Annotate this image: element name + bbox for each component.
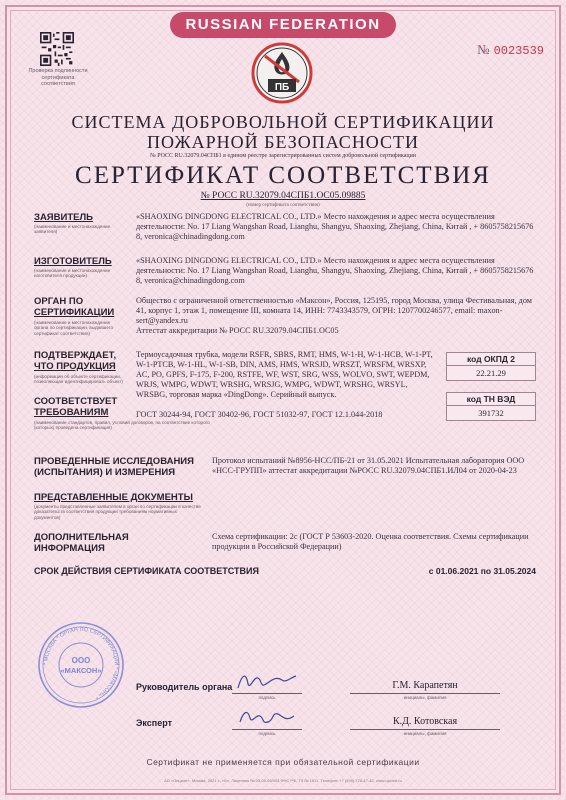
tests-label-line1: ПРОВЕДЕННЫЕ ИССЛЕДОВАНИЯ — [34, 456, 194, 467]
additional-label-line1: ДОПОЛНИТЕЛЬНАЯ — [34, 532, 129, 543]
documents-caption: (документы представленные заявителем в орган по сертификации в качестве доказательств соответствия продукции требованиям нормативных документов) — [34, 504, 201, 520]
tests-label-line2: (ИСПЫТАНИЯ) И ИЗМЕРЕНИЯ — [34, 467, 176, 478]
expert-name-line — [350, 729, 500, 730]
cert-body-label-line2: СЕРТИФИКАЦИИ — [34, 307, 115, 318]
confirms-label-line1: ПОДТВЕРЖДАЕТ, — [34, 350, 117, 361]
qr-code-icon[interactable] — [40, 32, 74, 66]
okpd-code-box — [446, 352, 536, 381]
head-name: Г.М. Карапетян — [392, 680, 458, 691]
head-handwritten-signature-icon — [232, 668, 302, 694]
head-name-caption: инициалы, фамилия — [403, 695, 447, 700]
confirms-label-line2: ЧТО ПРОДУКЦИЯ — [34, 361, 116, 372]
tnved-code-value: 391732 — [478, 408, 504, 418]
emblem-text: ПБ — [274, 82, 290, 93]
confirms-caption: (информация об объекте сертификации, позволяющая идентифицировать объект) — [34, 374, 124, 385]
cert-body-text: Общество с ограниченной ответственностью «Максон», Россия, 125195, город Москва, улица Фестивальная, дом 41, корпус 1, этаж 1, помещение III, комната 14, ИНН: 7743343579, ОГРН: 1207700246577, email: maxon-sert@yandex.ru — [136, 296, 532, 325]
tnved-code-header: код ТН ВЭД — [447, 393, 535, 406]
applicant-caption: (наименование и местонахождение заявителя) — [34, 224, 111, 235]
requirements-text: ГОСТ 30244-94, ГОСТ 30402-96, ГОСТ 51032-97, ГОСТ 12.1.044-2018 — [136, 410, 383, 419]
manufacturer-text: «SHAOXING DINGDONG ELECTRICAL CO., LTD.» Место нахождения и адрес места осуществления деятельности: No. 17 Liang Wangshan Road, Lianghu, Shangyu, Shaoxing, Zhejiang, China, Китай , + 8605758215676​8, veronica@chinadingdong.com — [136, 256, 534, 285]
country-banner: RUSSIAN FEDERATION — [170, 12, 396, 38]
form-number-prefix: № — [477, 42, 490, 57]
product-text: Термоусадочная трубка, модели RSFR, SBRS, RMT, HMS, W-1-H, W-1-HCB, W-1-PT, W-1-PTCB, W-1-HL, W-1-SB, DIN, AMS, HMS, WRSJD, WRSZT, WRSFM, WRSXP, AC, PO, GPFS, F-175, F-200, RSTFE, WF, WST, SRG, WSS, WOLVO, SWT, WEPDM, WRJS, WMPG, WDWT, WRSHG, WRSJG, WMPG, WDWT, WRSHG, WRSYL, WRSBG, торговая марка «DingDong». Серийный выпуск. — [136, 350, 433, 399]
cert-body-caption: (наименование и местонахождение органа по сертификации, выдавшего сертификат соответствия) — [34, 320, 114, 336]
expert-name-caption: инициалы, фамилия — [403, 731, 447, 736]
stamp-center-line1: ООО — [71, 656, 91, 665]
manufacturer-caption: (наименование и местонахождение изготовителя продукции) — [34, 268, 111, 279]
applicant-text: «SHAOXING DINGDONG ELECTRICAL CO., LTD.» Место нахождения и адрес места осуществления деятельности: No. 17 Liang Wangshan Road, Lianghu, Shangyu, Shaoxing, Zhejiang, China, Китай , + 8605758215676​8, veronica@chinadingdong.com — [136, 212, 534, 241]
applicant-label: ЗАЯВИТЕЛЬ — [34, 212, 93, 223]
certificate-number: № РОСС RU.32079.04СПБ1.ОС05.09885 — [200, 191, 366, 201]
system-title — [0, 112, 566, 152]
system-title-line2: ПОЖАРНОЙ БЕЗОПАСНОСТИ — [146, 132, 420, 152]
certificate-number-caption: (номер сертификата соответствия) — [246, 203, 320, 208]
form-number — [477, 42, 544, 58]
requirements-caption: (наименование стандартов, правил, условий договоров, на соответствие которого (которых) проведена сертификация) — [34, 420, 210, 431]
expert-signature-label: Эксперт — [136, 718, 173, 728]
footer-note: Сертификат не применяется при обязательной сертификации — [146, 757, 420, 767]
stamp-center-line2: «МАКСОН» — [60, 666, 102, 675]
seal-stamp-icon — [36, 620, 126, 710]
system-title-line1: СИСТЕМА ДОБРОВОЛЬНОЙ СЕРТИФИКАЦИИ — [71, 112, 495, 132]
additional-label-line2: ИНФОРМАЦИЯ — [34, 543, 105, 554]
fire-safety-emblem-icon — [251, 42, 313, 104]
printer-microtext: АО «Опцион», Москва, 2021 г., «Б», Лицензия № 05-05-09/003 ФНС РФ, ТЗ № 1511. Телефон: +7 (495) 726-47-42, www.opcion.ru — [164, 778, 402, 783]
form-number-value: 0023539 — [493, 44, 544, 58]
cert-body-label-line1: ОРГАН ПО — [34, 296, 84, 307]
head-signature-caption: подпись — [258, 695, 276, 700]
tnved-code-box — [446, 392, 536, 421]
expert-name: К.Д. Котовская — [392, 716, 458, 727]
cert-body-accreditation: Аттестат аккредитации № РОСС RU.32079.04СПБ1.ОС05 — [136, 326, 339, 335]
head-signature-label: Руководитель органа — [136, 682, 233, 692]
expert-signature-line — [232, 729, 302, 730]
requirements-label-line1: СООТВЕТСТВУЕТ — [34, 396, 118, 407]
head-name-line — [350, 693, 500, 694]
certificate-title: СЕРТИФИКАТ СООТВЕТСТВИЯ — [75, 162, 491, 189]
system-registry-number: № РОСС RU.32079.04СПБ1 в едином реестре зарегистрированных систем добровольной сертификации — [149, 153, 416, 159]
okpd-code-header: код ОКПД 2 — [447, 353, 535, 366]
expert-handwritten-signature-icon — [232, 704, 302, 730]
stamp-ring-text: * МОСКВА * ОРГАН ПО СЕРТИФИКАЦИИ * «МАКСОН» * — [42, 626, 120, 700]
head-signature-line — [232, 693, 302, 694]
okpd-code-value: 22.21.29 — [476, 368, 506, 378]
requirements-label-line2: ТРЕБОВАНИЯМ — [34, 407, 109, 418]
manufacturer-label: ИЗГОТОВИТЕЛЬ — [34, 256, 112, 267]
additional-text: Схема сертификации: 2с (ГОСТ Р 53603-2020. Оценка соответствия. Схемы сертификации продукции в Российской Федерации) — [212, 532, 529, 551]
qr-caption: Проверка подлинности сертификата соответствия — [28, 68, 88, 87]
tests-text: Протокол испытаний №8956-НСС/ПБ-21 от 31.05.2021 Испытательная лаборатория ООО «НСС-ГРУПП» аттестат аккредитации №РОСС RU.32079.04СПБ1.ИЛ04 от 2020-04-23 — [212, 456, 525, 475]
documents-label: ПРЕДСТАВЛЕННЫЕ ДОКУМЕНТЫ — [34, 492, 193, 503]
validity-value: с 01.06.2021 по 31.05.2024 — [428, 566, 536, 576]
validity-label: СРОК ДЕЙСТВИЯ СЕРТИФИКАТА СООТВЕТСТВИЯ — [34, 566, 259, 576]
expert-signature-caption: подпись — [258, 731, 276, 736]
